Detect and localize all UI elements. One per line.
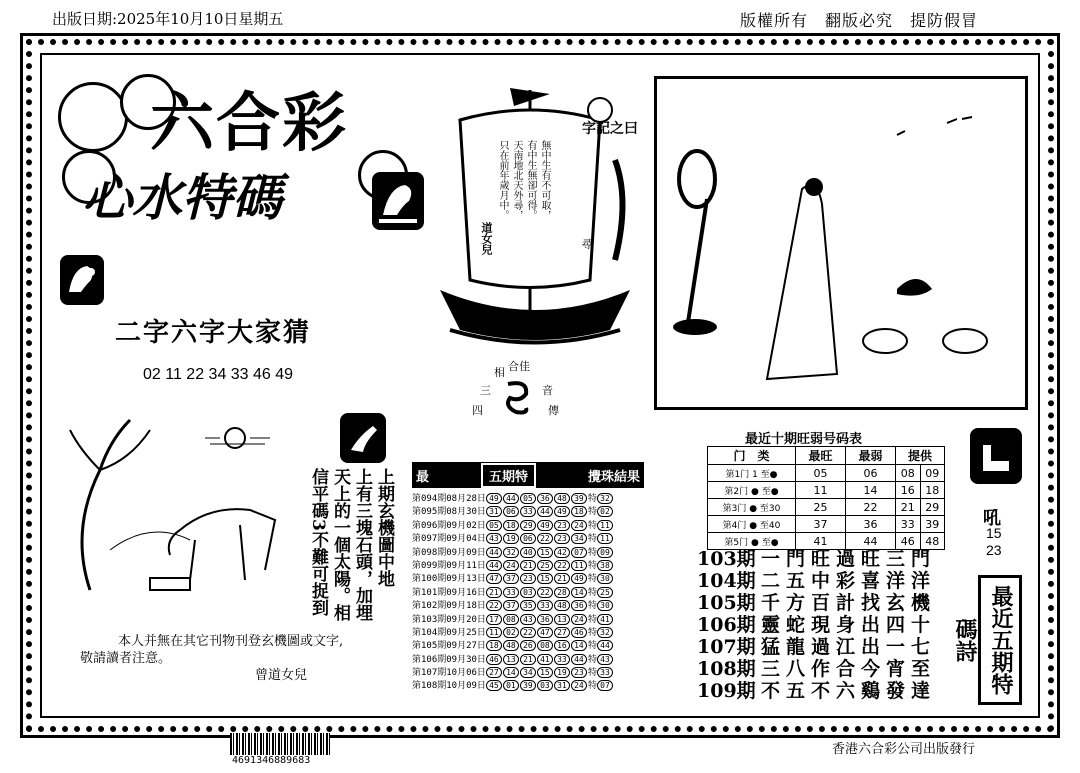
result-ball: 39 <box>571 493 587 504</box>
special-label: 特 <box>587 587 597 598</box>
poem-row <box>697 570 936 592</box>
special-label: 特 <box>587 668 597 679</box>
sub-title: 心水特碼 <box>82 168 282 227</box>
result-ball: 22 <box>520 627 536 638</box>
result-ball: 22 <box>537 533 553 544</box>
result-period: 第094期08月28日 <box>412 494 486 504</box>
result-ball: 44 <box>571 654 587 665</box>
gate-p2: 48 <box>920 533 945 550</box>
gate-p2: 29 <box>920 499 945 516</box>
result-ball: 35 <box>520 600 536 611</box>
result-period: 第096期09月02日 <box>412 520 486 531</box>
special-label: 特 <box>587 507 597 518</box>
five-period-list <box>412 493 652 694</box>
ship-seal: 尋 <box>580 238 593 249</box>
riddle-col-4: 信平碼3不難可捉到 <box>308 468 328 616</box>
result-period: 第101期09月16日 <box>412 587 486 598</box>
result-ball: 23 <box>571 667 587 678</box>
result-row <box>412 560 652 573</box>
ship-author: 道女兒 <box>480 222 493 255</box>
special-ball: 09 <box>597 547 613 558</box>
gate-gate: 第4门 ● 至40 <box>708 516 796 533</box>
result-period: 第099期09月11日 <box>412 560 486 571</box>
result-ball: 22 <box>554 560 570 571</box>
publisher: 香港六合彩公司出版發行 <box>832 742 976 757</box>
poem-period: 106期 <box>697 614 756 636</box>
result-row <box>412 520 652 533</box>
result-ball: 16 <box>554 640 570 651</box>
result-row <box>412 506 652 519</box>
stamp-right: 音 <box>542 384 553 397</box>
main-title: 六合彩 <box>150 86 348 161</box>
gate-p1: 08 <box>896 465 921 482</box>
result-ball: 24 <box>503 560 519 571</box>
goose-badge-icon <box>340 413 386 463</box>
gate-gate: 第3门 ● 至30 <box>708 499 796 516</box>
special-ball: 32 <box>597 493 613 504</box>
gate-p1: 33 <box>896 516 921 533</box>
result-ball: 46 <box>571 627 587 638</box>
ship-poem-line: 有中生無卻可得。 <box>525 140 536 220</box>
hand-badge-icon <box>970 428 1022 484</box>
barcode <box>230 733 330 755</box>
ten-period-header-row <box>708 447 945 465</box>
publish-date: 出版日期:2025年10月10日星期五 <box>52 10 284 28</box>
result-row <box>412 573 652 586</box>
result-ball: 24 <box>571 680 587 691</box>
result-ball: 14 <box>571 587 587 598</box>
result-ball: 11 <box>486 627 502 638</box>
result-ball: 28 <box>554 587 570 598</box>
result-ball: 18 <box>571 506 587 517</box>
zodiac-badge-icon <box>60 255 104 305</box>
result-period: 第102期09月18日 <box>412 601 486 612</box>
result-ball: 36 <box>537 614 553 625</box>
result-ball: 44 <box>486 547 502 558</box>
result-period: 第103期09月20日 <box>412 614 486 625</box>
result-ball: 36 <box>571 600 587 611</box>
poem-period: 107期 <box>697 636 756 658</box>
ship-poem <box>495 140 551 260</box>
result-ball: 43 <box>520 614 536 625</box>
special-ball: 33 <box>597 667 613 678</box>
special-ball: 30 <box>597 573 613 584</box>
result-row <box>412 680 652 693</box>
result-ball: 06 <box>520 533 536 544</box>
gate-p1: 16 <box>896 482 921 499</box>
result-period: 第095期08月30日 <box>412 507 486 518</box>
gate-row <box>708 465 945 482</box>
result-period: 第105期09月27日 <box>412 641 486 652</box>
poem-row <box>697 680 936 702</box>
gate-row <box>708 533 945 550</box>
riddle-picture <box>654 76 1028 410</box>
result-ball: 31 <box>554 680 570 691</box>
poem-period: 109期 <box>697 680 756 702</box>
result-ball: 15 <box>537 573 553 584</box>
special-ball: 38 <box>597 560 613 571</box>
barcode-number: 4691346889683 <box>232 755 311 766</box>
special-label: 特 <box>587 654 597 665</box>
result-ball: 01 <box>503 680 519 691</box>
result-row <box>412 640 652 653</box>
gate-p1: 46 <box>896 533 921 550</box>
gate-cold: 22 <box>846 499 896 516</box>
gate-hot: 37 <box>796 516 846 533</box>
horse-scene <box>60 410 310 600</box>
poem-row <box>697 592 936 614</box>
result-ball: 13 <box>503 654 519 665</box>
result-ball: 03 <box>537 680 553 691</box>
guess-title: 二字六字大家猜 <box>115 318 312 348</box>
poem-text: 千方百計找玄機 <box>761 592 937 614</box>
special-ball: 11 <box>597 533 613 544</box>
horse-badge-icon <box>372 172 424 230</box>
gate-hot: 05 <box>796 465 846 482</box>
result-ball: 43 <box>486 533 502 544</box>
result-ball: 34 <box>520 667 536 678</box>
gate-gate: 第1门 1 至● <box>708 465 796 482</box>
col-header-hot: 最旺 <box>796 447 846 465</box>
result-period: 第107期10月06日 <box>412 668 486 679</box>
result-ball: 03 <box>520 587 536 598</box>
poem-row <box>697 636 936 658</box>
poem-period: 104期 <box>697 570 756 592</box>
decor-bubble <box>58 82 128 152</box>
special-label: 特 <box>587 547 597 558</box>
special-label: 特 <box>587 560 597 571</box>
result-ball: 23 <box>554 520 570 531</box>
result-ball: 24 <box>571 614 587 625</box>
gate-cold: 06 <box>846 465 896 482</box>
result-ball: 22 <box>486 600 502 611</box>
special-label: 特 <box>587 614 597 625</box>
result-period: 第104期09月25日 <box>412 627 486 638</box>
notice-text: 本人并無在其它刊物刊登玄機圖或文字, <box>118 634 344 649</box>
gate-p2: 09 <box>920 465 945 482</box>
result-ball: 21 <box>520 560 536 571</box>
ship-heading: 字記之曰 <box>582 121 638 137</box>
poem-period: 105期 <box>697 592 756 614</box>
result-ball: 21 <box>554 573 570 584</box>
result-ball: 08 <box>537 640 553 651</box>
gate-hot: 11 <box>796 482 846 499</box>
result-period: 第108期10月09日 <box>412 681 486 692</box>
result-ball: 21 <box>520 654 536 665</box>
poem-text: 二五中彩喜洋洋 <box>761 570 937 592</box>
poem-period: 103期 <box>697 548 756 570</box>
special-label: 特 <box>587 574 597 585</box>
result-row <box>412 600 652 613</box>
result-row <box>412 654 652 667</box>
result-ball: 49 <box>537 520 553 531</box>
result-period: 第106期09月30日 <box>412 654 486 665</box>
special-ball: 30 <box>597 600 613 611</box>
col-header-gate: 门 类 <box>708 447 796 465</box>
poem-period: 108期 <box>697 658 756 680</box>
five-period-header <box>412 462 644 488</box>
stamp-left: 相 <box>494 366 505 379</box>
result-row <box>412 493 652 506</box>
result-ball: 15 <box>537 667 553 678</box>
notice-signature: 曾道女兒 <box>255 668 308 683</box>
artist-stamp <box>460 358 570 420</box>
result-ball: 19 <box>503 533 519 544</box>
result-ball: 45 <box>486 680 502 691</box>
poem-text: 一門旺過旺三門 <box>761 548 937 570</box>
result-ball: 41 <box>537 654 553 665</box>
result-ball: 48 <box>554 600 570 611</box>
result-ball: 44 <box>537 506 553 517</box>
result-ball: 13 <box>554 614 570 625</box>
result-ball: 22 <box>537 587 553 598</box>
five-period-title-c: 攪珠結果 <box>587 469 640 485</box>
result-ball: 39 <box>520 680 536 691</box>
result-ball: 46 <box>486 654 502 665</box>
result-ball: 33 <box>520 506 536 517</box>
side-code: 吼 <box>983 508 1001 529</box>
col-header-provide: 提供 <box>896 447 945 465</box>
special-label: 特 <box>587 520 597 531</box>
result-ball: 23 <box>520 573 536 584</box>
result-ball: 27 <box>486 667 502 678</box>
result-ball: 47 <box>486 573 502 584</box>
special-label: 特 <box>587 627 597 638</box>
result-period: 第098期09月09日 <box>412 547 486 558</box>
result-ball: 37 <box>503 600 519 611</box>
result-ball: 18 <box>503 520 519 531</box>
result-period: 第100期09月13日 <box>412 574 486 585</box>
gate-cold: 44 <box>846 533 896 550</box>
result-ball: 27 <box>554 627 570 638</box>
riddle-col-2: 天上的一個太陽。相 <box>330 468 350 621</box>
result-ball: 15 <box>537 547 553 558</box>
gate-hot: 41 <box>796 533 846 550</box>
result-ball: 07 <box>571 547 587 558</box>
poem-row <box>697 614 936 636</box>
result-row <box>412 614 652 627</box>
result-ball: 48 <box>554 493 570 504</box>
special-ball: 43 <box>597 654 613 665</box>
special-ball: 07 <box>597 680 613 691</box>
result-ball: 49 <box>486 493 502 504</box>
result-row <box>412 587 652 600</box>
poem-text: 不五不六鷄發達 <box>761 680 937 702</box>
result-period: 第097期09月04日 <box>412 534 486 545</box>
gate-gate: 第2门 ● 至● <box>708 482 796 499</box>
gate-row <box>708 482 945 499</box>
result-ball: 31 <box>486 506 502 517</box>
special-ball: 41 <box>597 614 613 625</box>
special-ball: 02 <box>597 506 613 517</box>
riddle-col-1: 上期玄機圖中地 <box>374 468 394 587</box>
result-row <box>412 627 652 640</box>
result-ball: 40 <box>520 547 536 558</box>
result-ball: 33 <box>537 600 553 611</box>
special-ball: 11 <box>597 520 613 531</box>
side-number-1: 15 <box>986 525 1002 541</box>
stamp-bottom-left2: 四 <box>472 404 483 417</box>
gate-p2: 18 <box>920 482 945 499</box>
special-label: 特 <box>587 534 597 545</box>
guess-numbers: 02 11 22 34 33 46 49 <box>143 366 294 383</box>
result-ball: 47 <box>537 627 553 638</box>
result-ball: 24 <box>571 520 587 531</box>
special-label: 特 <box>587 681 597 692</box>
special-ball: 44 <box>597 640 613 651</box>
special-ball: 25 <box>597 587 613 598</box>
gate-p1: 21 <box>896 499 921 516</box>
result-ball: 37 <box>503 573 519 584</box>
copyright-notice: 版權所有 翻版必究 提防假冒 <box>740 11 979 30</box>
result-ball: 19 <box>554 667 570 678</box>
ten-period-table <box>707 446 945 550</box>
gate-cold: 14 <box>846 482 896 499</box>
result-ball: 25 <box>537 560 553 571</box>
special-label: 特 <box>587 494 597 504</box>
result-ball: 18 <box>486 640 502 651</box>
ship-poem-line: 天南地北天外尋， <box>511 140 522 220</box>
gate-gate: 第5门 ● 至● <box>708 533 796 550</box>
special-label: 特 <box>587 641 597 652</box>
result-ball: 33 <box>554 654 570 665</box>
result-ball: 06 <box>503 506 519 517</box>
riddle-col-3: 上有三塊石頭，加埋 <box>352 468 372 621</box>
stamp-bottom-left: 三 <box>480 384 491 397</box>
gate-row <box>708 499 945 516</box>
result-ball: 29 <box>520 520 536 531</box>
ship-poem-line: 無中生有不可取， <box>539 140 550 220</box>
poem-list <box>697 548 936 702</box>
special-ball: 32 <box>597 627 613 638</box>
result-row <box>412 547 652 560</box>
result-ball: 11 <box>571 560 587 571</box>
col-header-cold: 最弱 <box>846 447 896 465</box>
result-ball: 05 <box>486 520 502 531</box>
result-ball: 36 <box>537 493 553 504</box>
five-period-title-b: 五期特 <box>481 463 536 488</box>
poem-row <box>697 548 936 570</box>
result-ball: 34 <box>571 533 587 544</box>
result-ball: 32 <box>503 547 519 558</box>
gate-row <box>708 516 945 533</box>
ship-poem-line: 只在前年歲月中。 <box>497 140 508 220</box>
poem-text: 靈蛇現身出四十 <box>761 614 937 636</box>
result-ball: 14 <box>571 640 587 651</box>
result-ball: 17 <box>486 614 502 625</box>
gate-cold: 36 <box>846 516 896 533</box>
stamp-bottom-right: 傳 <box>548 404 559 417</box>
result-ball: 44 <box>486 560 502 571</box>
result-ball: 42 <box>554 547 570 558</box>
side-number-2: 23 <box>986 542 1002 558</box>
result-ball: 05 <box>520 493 536 504</box>
result-ball: 49 <box>554 506 570 517</box>
result-ball: 49 <box>571 573 587 584</box>
poem-row <box>697 658 936 680</box>
result-ball: 33 <box>503 587 519 598</box>
result-ball: 08 <box>503 614 519 625</box>
gate-p2: 39 <box>920 516 945 533</box>
stamp-top: 合佳 <box>508 360 530 373</box>
gate-hot: 25 <box>796 499 846 516</box>
five-period-title-a: 最 <box>416 469 430 485</box>
special-label: 特 <box>587 601 597 612</box>
result-ball: 21 <box>486 587 502 598</box>
result-row <box>412 533 652 546</box>
result-row <box>412 667 652 680</box>
notice-text-2: 敬請讀者注意。 <box>80 651 172 666</box>
result-ball: 23 <box>554 533 570 544</box>
five-period-poem-label: 最近五期特碼詩 <box>978 575 1022 705</box>
poem-text: 猛龍過江出一七 <box>761 636 937 658</box>
result-ball: 44 <box>503 493 519 504</box>
result-ball: 26 <box>520 640 536 651</box>
poem-text: 三八作合今宵至 <box>761 658 937 680</box>
result-ball: 48 <box>503 640 519 651</box>
ten-period-title: 最近十期旺弱号码表 <box>745 432 863 447</box>
result-ball: 14 <box>503 667 519 678</box>
result-ball: 02 <box>503 627 519 638</box>
